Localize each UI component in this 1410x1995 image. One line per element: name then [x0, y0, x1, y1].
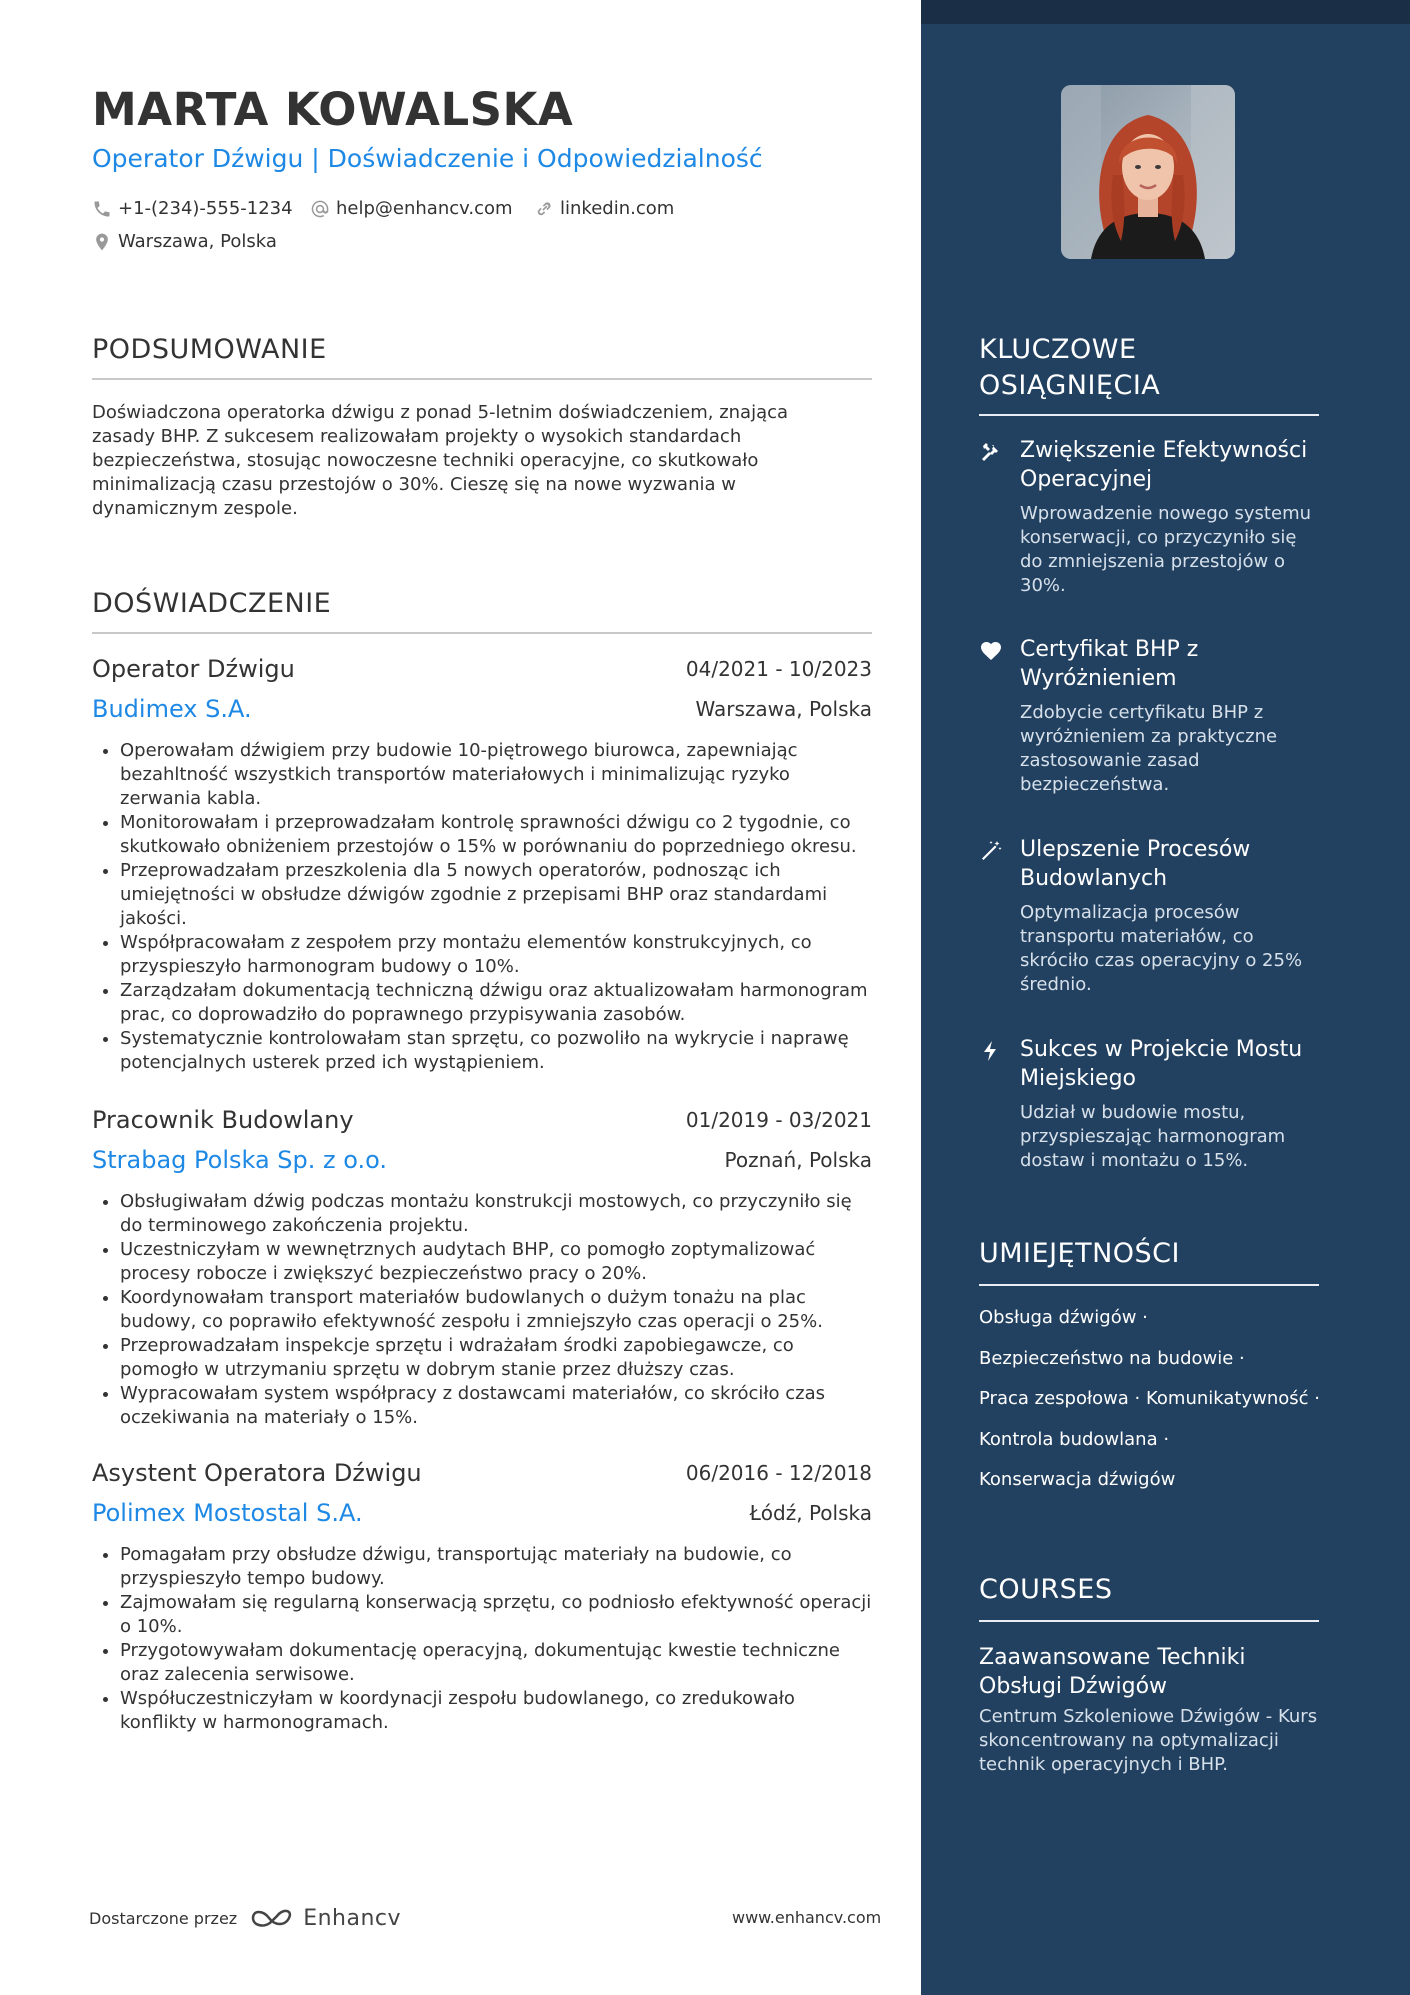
job-bullet: • Zajmowałam się regularną konserwacją sprzętu, co podniosło efektywność operacji o 10%. — [120, 1591, 872, 1639]
course-title: Zaawansowane Techniki Obsługi Dźwigów — [979, 1645, 1246, 1699]
job-dates: 06/2016 - 12/2018 — [685, 1461, 872, 1485]
job-bullet-list — [92, 739, 872, 1075]
job-title: Asystent Operatora Dźwigu — [92, 1459, 422, 1487]
job-dates: 01/2019 - 03/2021 — [685, 1108, 872, 1132]
link-icon — [534, 199, 554, 219]
phone-text: +1-(234)-555-1234 — [118, 198, 293, 219]
job-bullet: • Zarządzałam dokumentacją techniczną dźwigu oraz aktualizowałam harmonogram prac, co doprowadziło do poprawnego przypisywania zasobów. — [120, 979, 872, 1027]
job-location: Poznań, Polska — [724, 1148, 872, 1172]
achievement-title: Certyfikat BHP z Wyróżnieniem — [1020, 637, 1199, 691]
portrait-illustration — [1061, 85, 1235, 259]
job-company[interactable]: Polimex Mostostal S.A. — [92, 1499, 363, 1527]
enhancv-brand-text: Enhancv — [303, 1905, 402, 1931]
job-bullet: • Koordynowałam transport materiałów budowlanych o dużym tonażu na plac budowy, co poprawiło efektywność zespołu i zmniejszyło czas operacji o 25%. — [120, 1286, 872, 1334]
job-bullet: • Wypracowałam system współpracy z dostawcami materiałów, co skróciło czas oczekiwania na materiały o 15%. — [120, 1382, 872, 1430]
achievement-title: Zwiększenie Efektywności Operacyjnej — [1020, 438, 1308, 492]
job-dates: 04/2021 - 10/2023 — [685, 657, 872, 681]
job-company[interactable]: Budimex S.A. — [92, 695, 252, 723]
job-bullet: • Operowałam dźwigiem przy budowie 10-piętrowego biurowca, zapewniając bezahltność wszystkich transportów materiałowych i minimalizując ryzyko zerwania kabla. — [120, 739, 872, 811]
job-bullet: • Uczestniczyłam w wewnętrznych audytach BHP, co pomogło zoptymalizować procesy robocze i zwiększyć bezpieczeństwo pracy o 20%. — [120, 1238, 872, 1286]
email-text: help@enhancv.com — [336, 198, 513, 219]
achievements-divider — [979, 414, 1319, 416]
achievements-section-title — [979, 332, 1199, 404]
contact-location — [92, 229, 277, 255]
lightning-icon — [979, 1039, 1003, 1063]
achievement-description: Optymalizacja procesów transportu materiałów, co skróciło czas operacyjny o 25% średnio. — [1020, 902, 1303, 995]
courses-divider — [979, 1620, 1319, 1622]
profile-photo — [1061, 85, 1235, 259]
sidebar-top-bar — [921, 0, 1410, 24]
skill-item: Kontrola budowlana · — [979, 1429, 1170, 1450]
summary-divider — [92, 378, 872, 380]
job-location: Łódź, Polska — [749, 1501, 872, 1525]
contact-linkedin[interactable] — [534, 196, 674, 222]
job-bullet-list — [92, 1190, 872, 1430]
linkedin-text: linkedin.com — [560, 198, 675, 219]
job-bullet: • Współuczestniczyłam w koordynacji zespołu budowlanego, co zredukowało konflikty w harmonogramach. — [120, 1687, 872, 1735]
contact-phone[interactable] — [92, 196, 293, 222]
summary-text: Doświadczona operatorka dźwigu z ponad 5-letnim doświadczeniem, znająca zasady BHP. Z sukcesem realizowałam projekty o wysokich standardach bezpieczeństwa, stosując nowoczesne techniki operacyjne, co skutkowało minimalizacją czasu przestojów o 30%. Cieszę się na nowe wyzwania w dynamicznym zespole. — [92, 402, 789, 519]
heart-icon — [979, 639, 1003, 663]
achievements-title-text: KLUCZOWE OSIĄGNIĘCIA — [979, 334, 1161, 401]
magic-wand-icon — [979, 839, 1003, 863]
candidate-headline: Operator Dźwigu | Doświadczenie i Odpowiedzialność — [92, 144, 763, 173]
enhancv-logo-icon — [249, 1905, 297, 1931]
footer-powered-by[interactable] — [89, 1905, 401, 1931]
job-bullet: • Przeprowadzałam przeszkolenia dla 5 nowych operatorów, podnosząc ich umiejętności w obsłudze dźwigów zgodnie z przepisami BHP oraz standardami jakości. — [120, 859, 872, 931]
summary-section-title: PODSUMOWANIE — [92, 334, 327, 365]
powered-by-text: Dostarczone przez — [89, 1908, 238, 1928]
job-title: Pracownik Budowlany — [92, 1106, 354, 1134]
phone-icon — [92, 199, 112, 219]
skill-item: Konserwacja dźwigów — [979, 1469, 1176, 1490]
job-bullet: • Obsługiwałam dźwig podczas montażu konstrukcji mostowych, co przyczyniło się do terminowego zakończenia projektu. — [120, 1190, 872, 1238]
location-text: Warszawa, Polska — [118, 231, 277, 252]
skill-item: Bezpieczeństwo na budowie · — [979, 1348, 1245, 1369]
job-bullet: • Współpracowałam z zespołem przy montażu elementów konstrukcyjnych, co przyspieszyło harmonogram budowy o 10%. — [120, 931, 872, 979]
job-location: Warszawa, Polska — [695, 697, 872, 721]
job-bullet: • Przeprowadzałam inspekcje sprzętu i wdrażałam środki zapobiegawcze, co pomogło w utrzymaniu sprzętu w dobrym stanie przez dłuższy czas. — [120, 1334, 872, 1382]
job-bullet: • Przygotowywałam dokumentację operacyjną, dokumentując kwestie techniczne oraz zalecenia serwisowe. — [120, 1639, 872, 1687]
achievement-title: Sukces w Projekcie Mostu Miejskiego — [1020, 1037, 1303, 1091]
achievement-description: Zdobycie certyfikatu BHP z wyróżnieniem za praktyczne zastosowanie zasad bezpieczeństwa. — [1020, 702, 1278, 795]
footer-website-link[interactable]: www.enhancv.com — [732, 1908, 882, 1927]
at-icon — [310, 199, 330, 219]
experience-divider — [92, 632, 872, 634]
job-bullet: • Systematycznie kontrolowałam stan sprzętu, co pozwoliło na wykrycie i naprawę potencjalnych usterek przed ich wystąpieniem. — [120, 1027, 872, 1075]
hammer-wrench-icon — [979, 440, 1003, 464]
achievement-description: Udział w budowie mostu, przyspieszając harmonogram dostaw i montażu o 15%. — [1020, 1102, 1286, 1171]
contact-email[interactable] — [310, 196, 513, 222]
experience-section-title: DOŚWIADCZENIE — [92, 588, 332, 619]
candidate-name: MARTA KOWALSKA — [92, 83, 574, 136]
skills-section-title: UMIEJĘTNOŚCI — [979, 1238, 1180, 1269]
location-pin-icon — [92, 232, 112, 252]
course-description: Centrum Szkoleniowe Dźwigów - Kurs skoncentrowany na optymalizacji technik operacyjnych i BHP. — [979, 1706, 1318, 1775]
job-company[interactable]: Strabag Polska Sp. z o.o. — [92, 1146, 388, 1174]
job-bullet: • Monitorowałam i przeprowadzałam kontrolę sprawności dźwigu co 2 tygodnie, co skutkowało obniżeniem przestojów o 15% w porównaniu do poprzedniego okresu. — [120, 811, 872, 859]
achievement-title: Ulepszenie Procesów Budowlanych — [1020, 837, 1251, 891]
achievement-description: Wprowadzenie nowego systemu konserwacji, co przyczyniło się do zmniejszenia przestojów o 30%. — [1020, 503, 1312, 596]
job-bullet-list — [92, 1543, 872, 1735]
skill-item: Praca zespołowa · Komunikatywność · — [979, 1388, 1320, 1409]
skills-divider — [979, 1284, 1319, 1286]
courses-section-title: COURSES — [979, 1574, 1113, 1605]
job-bullet: • Pomagałam przy obsłudze dźwigu, transportując materiały na budowie, co przyspieszyło tempo budowy. — [120, 1543, 872, 1591]
job-title: Operator Dźwigu — [92, 655, 295, 683]
skill-item: Obsługa dźwigów · — [979, 1307, 1148, 1328]
